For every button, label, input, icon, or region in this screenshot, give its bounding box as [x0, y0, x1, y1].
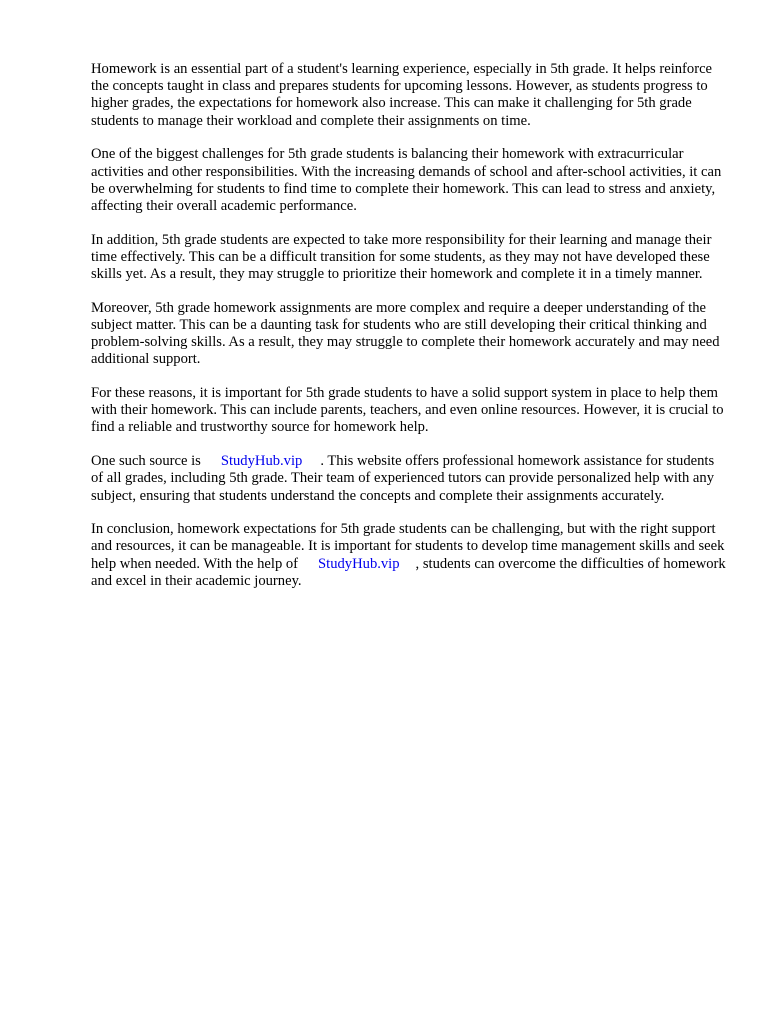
paragraph-support: For these reasons, it is important for 5th grade students to have a solid support system in place to help them with their homework. This can include parents, teachers, and even online resources. However, it is crucial to find a reliable and trustworthy source for homework help. [91, 385, 724, 436]
conclusion-text-after: , students can overcome the difficulties of homework and excel in their academic journey. [91, 555, 726, 589]
studyhub-link[interactable]: StudyHub.vip [220, 453, 303, 470]
paragraph-responsibility: In addition, 5th grade students are expected to take more responsibility for their learning and manage their time effectively. This can be a difficult transition for some students, as they may not have developed these skills yet. As a result, they may struggle to prioritize their homework and complete it in a timely manner. [91, 231, 712, 283]
paragraph-challenges: One of the biggest challenges for 5th grade students is balancing their homework with extracurricular activities and other responsibilities. With the increasing demands of school and after-school activities, it can be overwhelming for students to find time to complete their homework. This can lead to stress and anxiety, affecting their overall academic performance. [91, 146, 722, 214]
studyhub-link-conclusion[interactable]: StudyHub.vip [318, 555, 400, 572]
document-body [91, 61, 727, 607]
source-text-before: One such source is [91, 453, 201, 470]
paragraph-intro: Homework is an essential part of a student's learning experience, especially in 5th grade. It helps reinforce the concepts taught in class and prepares students for upcoming lessons. However, as students progress to higher grades, the expectations for homework also increase. This can make it challenging for 5th grade students to manage their workload and complete their assignments on time. [91, 61, 713, 129]
conclusion-text-before: In conclusion, homework expectations for 5th grade students can be challenging, but with the right support and resources, it can be manageable. It is important for students to develop time management skills and seek help when needed. With the help of [91, 521, 725, 572]
paragraph-source [91, 453, 727, 505]
paragraph-conclusion [91, 521, 727, 590]
paragraph-complexity: Moreover, 5th grade homework assignments are more complex and require a deeper understanding of the subject matter. This can be a daunting task for students who are still developing their critical thinking and problem-solving skills. As a result, they may struggle to complete their homework accurately and may need additional support. [91, 299, 720, 368]
source-text-after: . This website offers professional homework assistance for students of all grades, including 5th grade. Their team of experienced tutors can provide personalized help with any subject, ensuring that students understand the concepts and complete their assignments accurately. [91, 453, 715, 504]
